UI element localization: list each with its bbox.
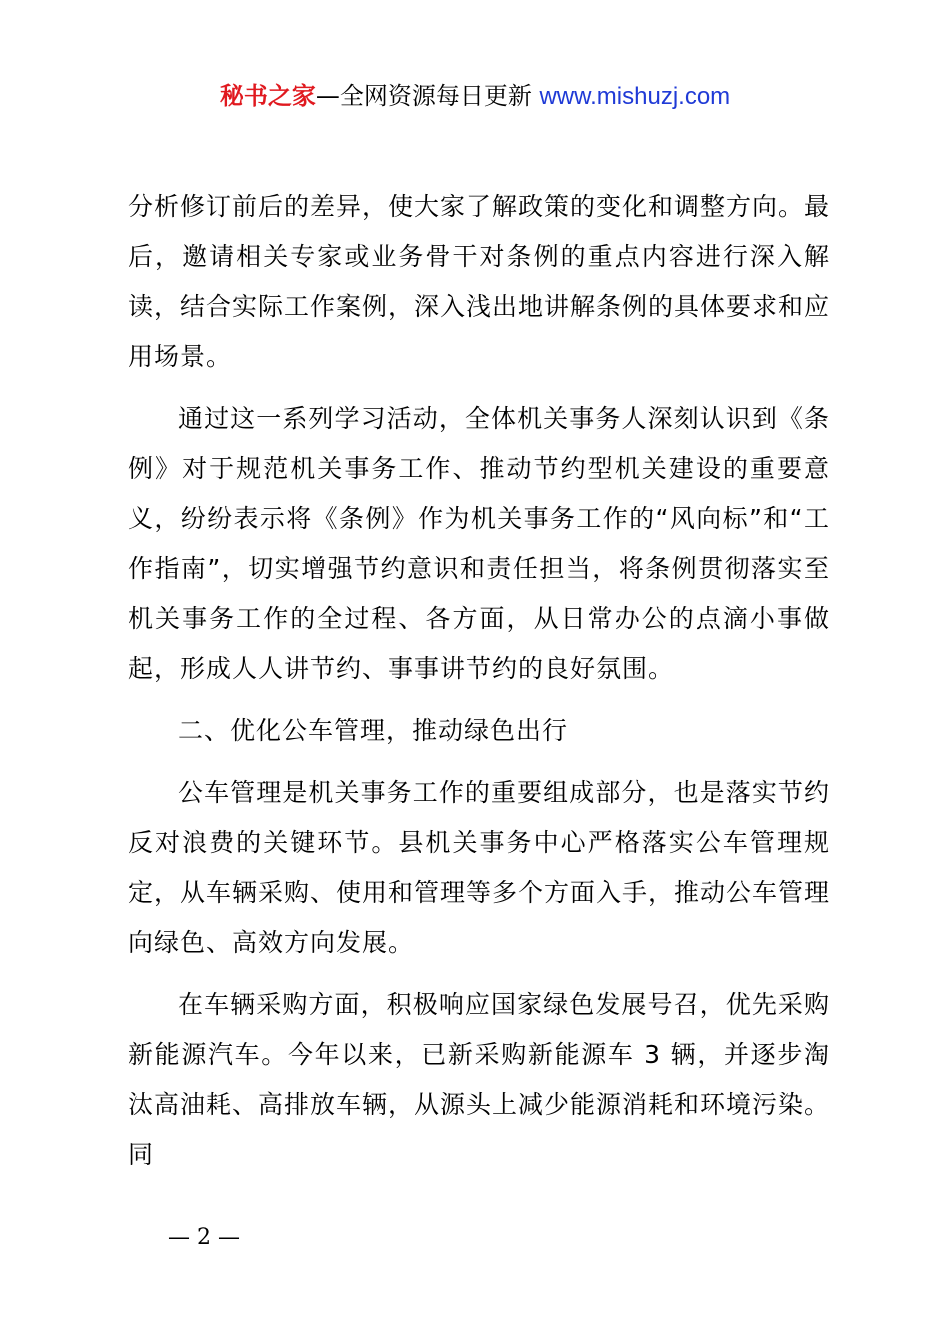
paragraph-1: 分析修订前后的差异，使大家了解政策的变化和调整方向。最后，邀请相关专家或业务骨干对条例的重点内容进行深入解读，结合实际工作案例，深入浅出地讲解条例的具体要求和应用场景。 xyxy=(128,192,831,371)
paragraph-4: 在车辆采购方面，积极响应国家绿色发展号召，优先采购新能源汽车。今年以来，已新采购新能源车 3 辆，并逐步淘汰高油耗、高排放车辆，从源头上减少能源消耗和环境污染。同 xyxy=(128,990,831,1169)
header-slogan: —全网资源每日更新 xyxy=(315,82,540,110)
section-heading: 二、优化公车管理，推动绿色出行 xyxy=(178,716,569,745)
paragraph-2: 通过这一系列学习活动，全体机关事务人深刻认识到《条例》对于规范机关事务工作、推动节约型机关建设的重要意义，纷纷表示将《条例》作为机关事务工作的“风向标”和“工作指南”，切实增强节约意识和责任担当，将条例贯彻落实至机关事务工作的全过程、各方面，从日常办公的点滴小事做起，形成人人讲节约、事事讲节约的良好氛围。 xyxy=(128,404,830,683)
page-number: — 2 — xyxy=(168,1225,240,1250)
brand-name: 秘书之家 xyxy=(219,82,316,110)
site-header xyxy=(0,80,950,113)
paragraph-3: 公车管理是机关事务工作的重要组成部分，也是落实节约反对浪费的关键环节。县机关事务中心严格落实公车管理规定，从车辆采购、使用和管理等多个方面入手，推动公车管理向绿色、高效方向发展。 xyxy=(128,778,831,957)
site-url-link[interactable]: www.mishuzj.com xyxy=(539,83,731,110)
document-body xyxy=(128,182,830,1180)
